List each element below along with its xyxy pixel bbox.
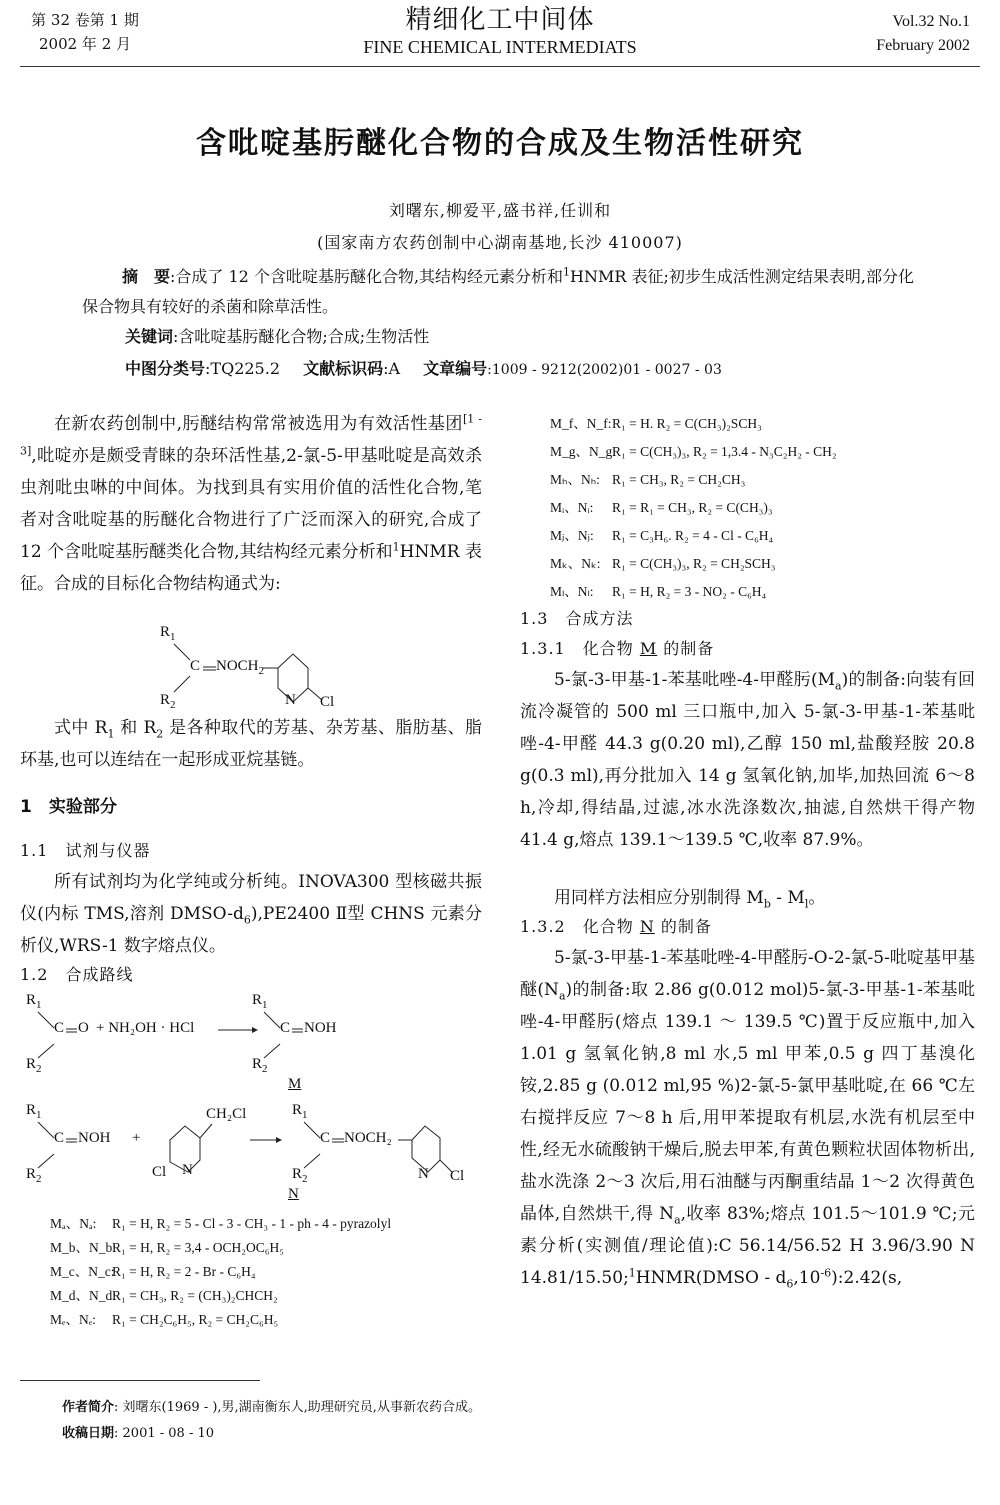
rx1-oxygen: O <box>78 1020 89 1036</box>
paper-title: 含吡啶基肟醚化合物的合成及生物活性研究 <box>196 126 804 161</box>
compound-desc: R₁ = CH₂C₆H₅, R₂ = CH₂C₆H₅ <box>112 1312 279 1327</box>
prep-others-paragraph <box>520 882 975 914</box>
prep-others-c: 。 <box>808 888 826 908</box>
rx2-carbon: C <box>54 1130 65 1146</box>
issue-date: 2002 年 2 月 <box>38 35 132 53</box>
abstract-label: 摘 要 <box>122 267 171 286</box>
compound-m-label: M <box>288 1076 302 1092</box>
keywords <box>125 322 429 352</box>
compound-id: M_c、N_c: <box>50 1264 115 1279</box>
intro-text-a: 在新农药创制中,肟醚结构常常被选用为有效活性基团 <box>54 414 463 434</box>
general-structure <box>150 622 370 712</box>
prep-n-sub3: 6 <box>786 1277 794 1291</box>
rx1-r2: $R_2$ <box>26 1056 42 1075</box>
compound-desc: R₁ = C(CH₃)₃, R₂ = 1,3.4 - N₃C₂H₂ - CH₂ <box>612 444 837 459</box>
compound-id: M_f、N_f: <box>550 416 612 431</box>
compound-row <box>50 1260 391 1284</box>
prep-others-b: - M <box>770 888 805 908</box>
where-text-a: 式中 R <box>54 718 108 738</box>
rx2-prod-carbon: C <box>320 1130 331 1146</box>
rx2-prod-r2: $R_2$ <box>292 1166 308 1185</box>
compound-id: M_b、N_b: <box>50 1240 117 1255</box>
abstract-text-a: :合成了 12 个含吡啶基肟醚化合物,其结构经元素分析和 <box>170 267 564 286</box>
intro-paragraph <box>20 408 482 600</box>
issue-info-en <box>876 10 970 58</box>
volume-en: Vol.32 No.1 <box>892 13 970 30</box>
keywords-label: 关键词 <box>125 327 174 346</box>
intro-text-c: HNMR 表征。合成的目标化合物结构通式为: <box>20 542 482 594</box>
rx2-prod-n: N <box>418 1166 429 1182</box>
compound-row <box>50 1236 391 1260</box>
compound-id: Mₖ、Nₖ: <box>550 556 601 571</box>
r2-label: $R_2$ <box>160 692 176 711</box>
compound-n-label: N <box>288 1186 299 1202</box>
carbon-label: C <box>190 658 201 674</box>
pyridine-n-label: N <box>285 692 296 708</box>
compound-id: M_d、N_d: <box>50 1288 117 1303</box>
compound-id: Mₑ、Nₑ: <box>50 1312 96 1327</box>
compound-row <box>550 578 837 606</box>
issue-info <box>30 8 140 56</box>
prep-others-a: 用同样方法相应分别制得 M <box>554 888 764 908</box>
compound-row <box>550 494 837 522</box>
prep-others-sub2: l <box>804 897 809 911</box>
rx1-prod-carbon: C <box>280 1020 291 1036</box>
compound-id: Mₕ、Nₕ: <box>550 472 600 487</box>
date-label: 收稿日期 <box>62 1426 115 1441</box>
reagents-text-b: ),PE2400 Ⅱ型 CHNS 元素分析仪,WRS-1 数字熔点仪。 <box>20 904 482 956</box>
prep-n-text-a: 5-氯-3-甲基-1-苯基吡唑-4-甲醛肟-O-2-氯-5-吡啶基甲基醚(N <box>520 948 975 1000</box>
intro-text-b: ,吡啶亦是颇受青睐的杂环活性基,2-氯-5-甲基吡啶是高效杀虫剂吡虫啉的中间体。为找到具有实用价值的活性化合物,笔者对含吡啶基的肟醚化合物进行了广泛而深入的研究,合成了 12 个含吡啶基肟醚类化合物,其结构经元素分析和 <box>20 446 482 562</box>
journal-name-cn: 精细化工中间体 <box>405 5 595 35</box>
where-text-c: 是各种取代的芳基、杂芳基、脂肪基、脂环基,也可以连结在一起形成亚烷基链。 <box>20 718 482 770</box>
compound-desc: R₁ = H, R₂ = 3 - NO₂ - C₆H₄ <box>612 584 767 599</box>
compound-m-ref: M <box>639 639 658 658</box>
article-no-value: :1009 - 9212(2002)01 - 0027 - 03 <box>487 362 722 378</box>
compound-desc: R₁ = H, R₂ = 5 - Cl - 3 - CH₃ - 1 - ph - 4 - pyrazolyl <box>112 1216 392 1231</box>
compound-desc: R₁ = CH₃, R₂ = (CH₃)₂CHCH₂ <box>112 1288 278 1303</box>
compound-row <box>550 522 837 550</box>
rx1-prod-noh: NOH <box>304 1020 337 1036</box>
compound-id: Mᵢ、Nᵢ: <box>550 500 594 515</box>
reagents-text-a: 所有试剂均为化学纯或分析纯。INOVA300 型核磁共振仪(内标 TMS,溶剂 DMSO-d <box>20 872 482 924</box>
rx2-r1: $R_1$ <box>26 1102 42 1121</box>
prep-m-text-a: 5-氯-3-甲基-1-苯基吡唑-4-甲醛肟(M <box>554 670 836 690</box>
rx2-prod-r1: $R_1$ <box>292 1102 308 1121</box>
citation: [1 - 3] <box>20 412 482 458</box>
author-bio <box>62 1396 481 1420</box>
compound-desc: R₁ = C(CH₃)₃, R₂ = CH₂SCH₃ <box>612 556 776 571</box>
heading-text: 的制备 <box>654 917 712 936</box>
substituent-paragraph <box>20 712 482 776</box>
where-sub-1: 1 <box>107 727 115 741</box>
compound-desc: R₁ = R₁ = CH₃, R₂ = C(CH₃)₃ <box>612 500 773 515</box>
clc-label: 中图分类号 <box>125 359 206 378</box>
rx2-noh: NOH <box>78 1130 111 1146</box>
received-date <box>62 1422 214 1446</box>
prep-m-paragraph <box>520 664 975 856</box>
reagents-paragraph <box>20 866 482 962</box>
abstract-text-b: HNMR 表征;初步生成活性测定结果表明,部分化保合物具有较好的杀菌和除草活性。 <box>82 267 914 316</box>
compound-n-ref: N <box>639 917 655 936</box>
prep-others-sub1: b <box>763 897 771 911</box>
section-1-2-heading: 1.2 合成路线 <box>20 965 134 984</box>
compound-desc: R₁ = H. R₂ = C(CH₃)₂SCH₃ <box>612 416 762 431</box>
journal-name-en: FINE CHEMICAL INTERMEDIATS <box>363 37 637 57</box>
classification <box>125 354 722 385</box>
journal-title <box>300 4 700 58</box>
prep-n-text-d: HNMR(DMSO - d <box>635 1268 787 1288</box>
compound-row <box>50 1212 391 1236</box>
header-rule <box>20 66 980 67</box>
synthesis-scheme <box>20 990 490 1200</box>
section-1-3-heading: 1.3 合成方法 <box>520 609 634 628</box>
rx2-n: N <box>182 1162 193 1178</box>
compound-row <box>50 1284 391 1308</box>
bio-text: : 刘曙东(1969 - ),男,湖南衡东人,助理研究员,从事新农药合成。 <box>114 1400 481 1415</box>
rx2-ch2cl: CH₂Cl <box>206 1106 247 1122</box>
compound-desc: R₁ = H, R₂ = 3,4 - OCH₂OC₆H₅ <box>112 1240 284 1255</box>
footnote-rule <box>20 1380 260 1381</box>
compound-desc: R₁ = CH₃, R₂ = CH₂CH₃ <box>612 472 746 487</box>
rx2-plus: + <box>132 1130 141 1146</box>
heading-text: 1.3.2 化合物 <box>520 917 640 936</box>
linker-label: $NOCH_2$ <box>216 658 265 677</box>
where-text-b: 和 R <box>114 718 157 738</box>
compound-id: Mₐ、Nₐ: <box>50 1216 97 1231</box>
prep-n-sub: a <box>558 989 566 1003</box>
rx1-r1: $R_1$ <box>26 992 42 1011</box>
prep-n-text-b: )的制备:取 2.86 g(0.012 mol)5-氯-3-甲基-1-苯基吡唑-4-甲醛肟(熔点 139.1 ～ 139.5 ℃)置于反应瓶中,加入 1.01 g 氢氧化钠,8 ml 水,5 ml 甲苯,0.5 g 四丁基溴化铵,2.85 g (0.012 ml,95 %)2-氯-5-氯甲基吡啶,在 66 ℃左右搅拌反应 7～8 h 后,用甲苯提取有机层,水洗有机层至中性,经无水硫酸钠干燥后,脱去甲苯,有黄色颗粒状固体物析出,盐水洗涤 2～3 次后,用石油醚与丙酮重结晶 1～2 次得黄色晶体,自然烘干,得 N <box>520 980 975 1224</box>
rx2-prod-cl: Cl <box>450 1168 465 1184</box>
prep-n-paragraph <box>520 942 975 1294</box>
compound-row <box>550 550 837 578</box>
section-1-heading: 1 实验部分 <box>20 797 117 817</box>
chloro-label: Cl <box>320 694 335 710</box>
where-sub-2: 2 <box>156 727 164 741</box>
rx2-prod-noch2: NOCH₂ <box>344 1130 392 1146</box>
rx1-reagent: + NH₂OH · HCl <box>96 1020 195 1036</box>
clc-value: :TQ225.2 <box>205 359 280 378</box>
heading-text: 1.3.1 化合物 <box>520 639 640 658</box>
prep-m-sub: a <box>835 679 842 693</box>
issue-volume: 第 32 卷第 1 期 <box>31 11 139 29</box>
prep-n-text-c: ,收率 83%;熔点 101.5～101.9 ℃;元素分析(实测值/理论值):C 56.14/56.52 H 3.96/3.90 N 14.81/15.50; <box>520 1204 975 1288</box>
prep-m-text-b: )的制备:向装有回流冷凝管的 500 ml 三口瓶中,加入 5-氯-3-甲基-1-苯基吡唑-4-甲醛 44.3 g(0.20 ml),乙醇 150 ml,盐酸羟胺 20.8 g(0.3 ml),再分批加入 14 g 氢氧化钠,加毕,加热回流 6～8 h,冷却,得结晶,过滤,冰水洗涤数次,抽滤,自然烘干得产物 41.4 g,熔点 139.1～139.5 ℃,收率 87.9%。 <box>520 670 975 850</box>
affiliation: (国家南方农药创制中心湖南基地,长沙 410007) <box>317 233 683 252</box>
compound-id: M_g、N_g: <box>550 444 617 459</box>
prep-n-text-f: ):2.42(s, <box>831 1268 903 1288</box>
abstract-sup: 1 <box>563 265 571 279</box>
compound-desc: R₁ = H, R₂ = 2 - Br - C₆H₄ <box>112 1264 256 1279</box>
compound-row <box>550 438 837 466</box>
compound-row <box>550 466 837 494</box>
rx1-prod-r2: $R_2$ <box>252 1056 268 1075</box>
reagents-sub: 6 <box>243 913 251 927</box>
compound-list-right <box>550 410 837 606</box>
rx1-prod-r1: $R_1$ <box>252 992 268 1011</box>
r1-label: $R_1$ <box>160 624 176 643</box>
prep-n-sup: 1 <box>628 1266 636 1280</box>
compound-desc: R₁ = C₃H₆. R₂ = 4 - Cl - C₆H₄ <box>612 528 774 543</box>
bio-label: 作者简介 <box>62 1400 115 1415</box>
compound-list-left <box>50 1212 391 1332</box>
prep-n-text-e: ,10 <box>793 1268 821 1288</box>
date-en: February 2002 <box>876 37 970 54</box>
date-text: : 2001 - 08 - 10 <box>114 1426 215 1441</box>
compound-id: Mₗ、Nₗ: <box>550 584 594 599</box>
intro-sup: 1 <box>392 540 400 554</box>
compound-row <box>50 1308 391 1332</box>
doc-code-value: :A <box>383 359 401 378</box>
section-1-3-2-heading <box>520 914 712 937</box>
heading-text: 的制备 <box>657 639 715 658</box>
authors: 刘曙东,柳爱平,盛书祥,任训和 <box>388 201 612 220</box>
rx2-r2: $R_2$ <box>26 1166 42 1185</box>
keywords-text: :含吡啶基肟醚化合物;合成;生物活性 <box>173 327 430 346</box>
prep-n-sub2: a <box>674 1213 681 1227</box>
rx2-cl: Cl <box>152 1164 167 1180</box>
compound-id: Mⱼ、Nⱼ: <box>550 528 594 543</box>
section-1-1-heading: 1.1 试剂与仪器 <box>20 841 151 860</box>
compound-row <box>550 410 837 438</box>
prep-n-sup2: -6 <box>820 1266 832 1280</box>
abstract <box>82 262 922 322</box>
section-1-3-1-heading <box>520 636 714 659</box>
doc-code-label: 文献标识码 <box>303 359 384 378</box>
rx1-carbon: C <box>54 1020 65 1036</box>
article-no-label: 文章编号 <box>423 359 488 378</box>
